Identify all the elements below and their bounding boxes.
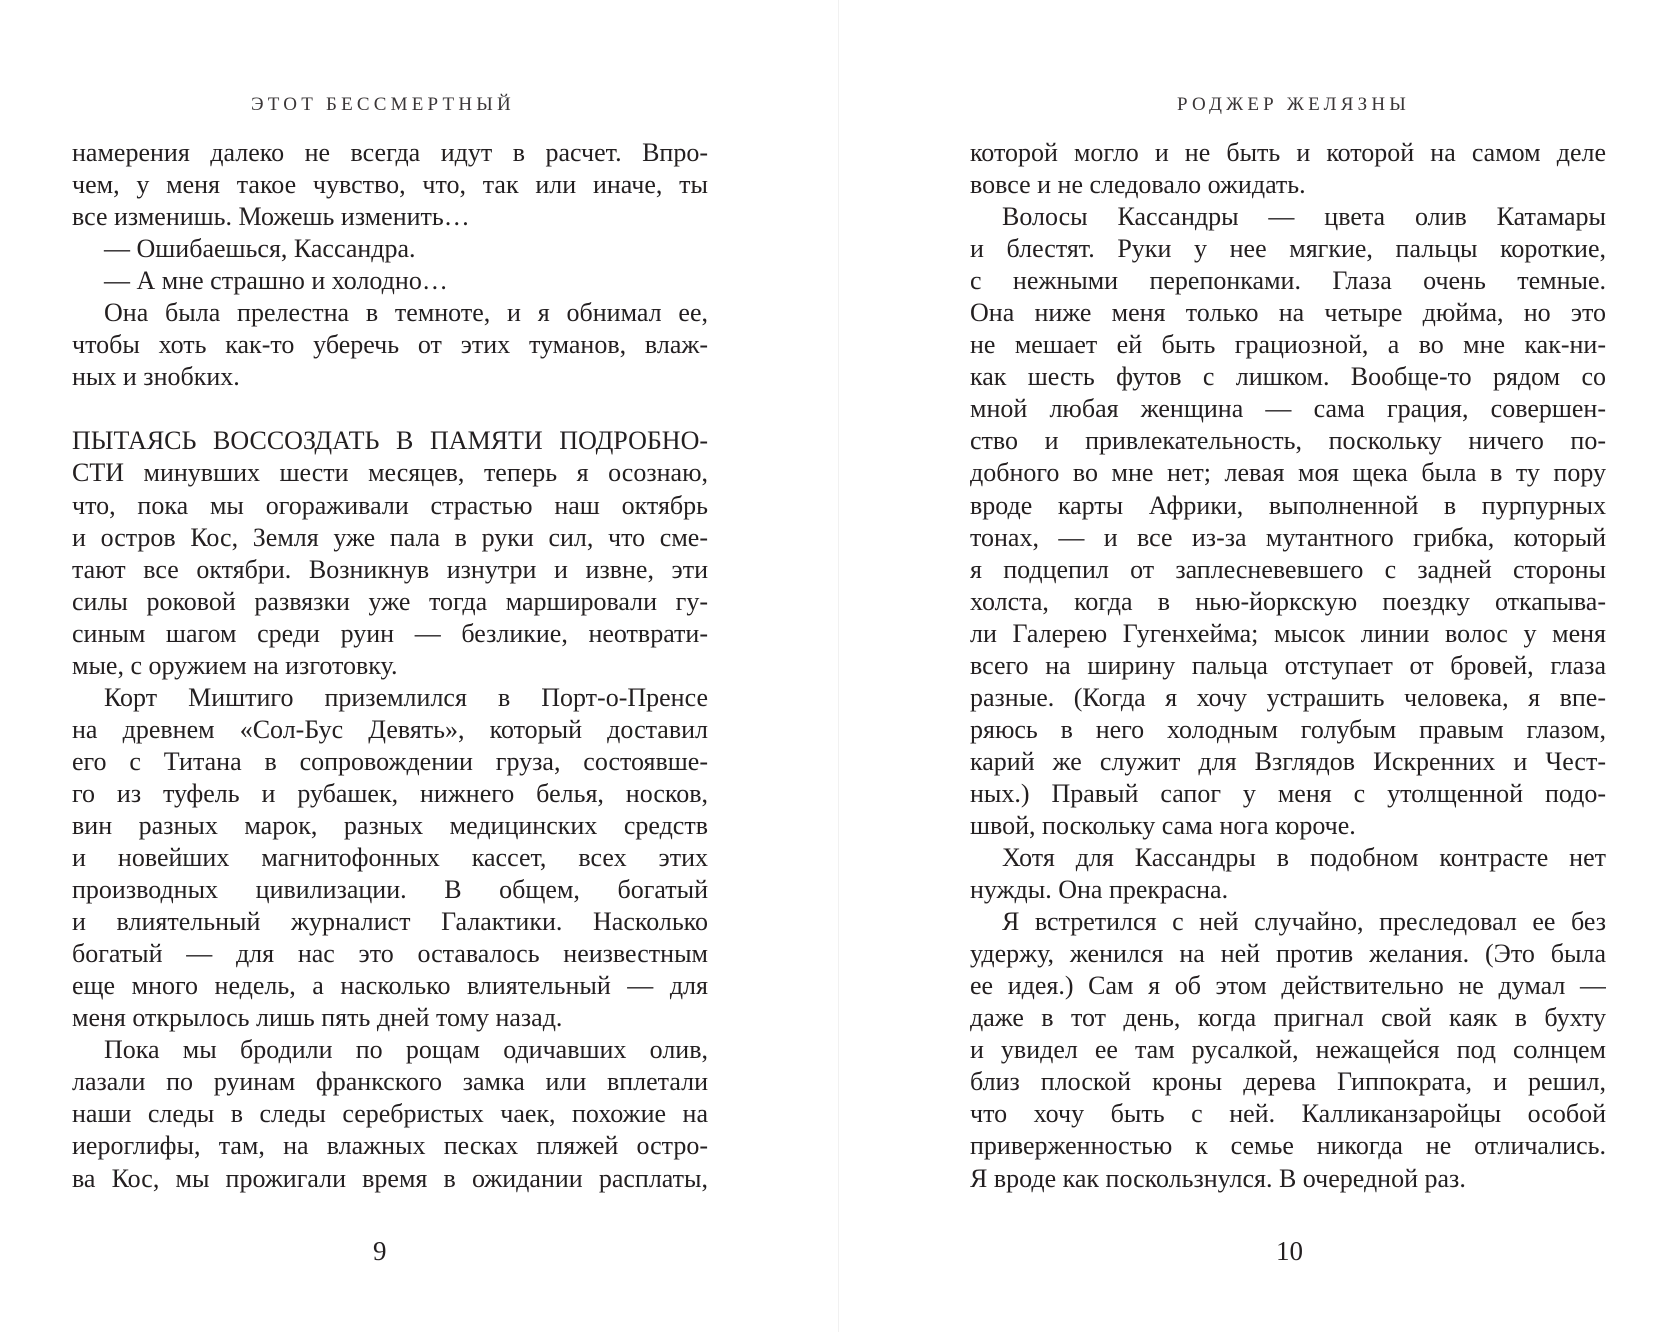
text-line: Она ниже меня только на четыре дюйма, но это — [970, 298, 1606, 328]
text-line: ряюсь в него холодным голубым правым глазом, — [970, 714, 1606, 744]
text-line: и влиятельный журналист Галактики. Насколько — [72, 907, 708, 937]
text-line: вовсе и не следовало ожидать. — [970, 170, 1306, 200]
running-head-author: РОДЖЕР ЖЕЛЯЗНЫ — [1177, 94, 1411, 115]
text-line: лазали по руинам франкского замка или вплетали — [72, 1067, 708, 1097]
text-line: чтобы хоть как-то уберечь от этих туманов, влаж- — [72, 330, 708, 360]
text-line: — А мне страшно и холодно… — [104, 266, 448, 296]
text-line: Пока мы бродили по рощам одичавших олив, — [104, 1035, 708, 1065]
text-line: наши следы в следы серебристых чаек, похожие на — [72, 1099, 708, 1129]
text-line: ее идея.) Сам я об этом действительно не думал — — [970, 971, 1606, 1001]
text-line: чем, у меня такое чувство, что, так или иначе, ты — [72, 170, 708, 200]
text-line: ПЫТАЯСЬ ВОССОЗДАТЬ В ПАМЯТИ ПОДРОБНО- — [72, 426, 708, 456]
text-line: богатый — для нас это оставалось неизвестным — [72, 939, 708, 969]
text-line: ство и привлекательность, поскольку ничего по- — [970, 426, 1606, 456]
text-line: нужды. Она прекрасна. — [970, 875, 1229, 905]
text-line: не мешает ей быть грациозной, а во мне как-ни- — [970, 330, 1606, 360]
text-line: Я вроде как поскользнулся. В очередной раз. — [970, 1163, 1466, 1193]
text-line: вин разных марок, разных медицинских средств — [72, 810, 708, 840]
text-line: Она была прелестна в темноте, и я обнимал ее, — [104, 298, 708, 328]
text-line: все изменишь. Можешь изменить… — [72, 202, 470, 232]
text-line: что, пока мы огораживали страстью наш октябрь — [72, 490, 708, 520]
text-line: тонах, — и все из-за мутантного грибка, который — [970, 522, 1606, 552]
text-line: холста, когда в нью-йоркскую поездку откапыва- — [970, 586, 1606, 616]
text-line: и увидел ее там русалкой, нежащейся под солнцем — [970, 1035, 1606, 1065]
text-line: с нежными перепонками. Глаза очень темные. — [970, 266, 1606, 296]
text-line: меня открылось лишь пять дней тому назад. — [72, 1003, 563, 1033]
text-line: мной любая женщина — сама грация, совершен- — [970, 394, 1606, 424]
text-line: удержу, женился на ней против желания. (Это была — [970, 939, 1606, 969]
text-line: на древнем «Сол-Бус Девять», который доставил — [72, 714, 708, 744]
text-line: иероглифы, там, на влажных песках пляжей остро- — [72, 1131, 708, 1161]
text-line: и остров Кос, Земля уже пала в руки сил, что сме- — [72, 522, 708, 552]
right-page — [839, 0, 1678, 1332]
text-line: добного во мне нет; левая моя щека была в ту пору — [970, 458, 1606, 488]
text-line: близ плоской кроны дерева Гиппократа, и решил, — [970, 1067, 1606, 1097]
section-break — [72, 393, 708, 425]
text-line: я подцепил от заплесневевшего с задней стороны — [970, 554, 1606, 584]
text-line: Корт Миштиго приземлился в Порт-о-Пренсе — [104, 682, 708, 712]
text-line: производных цивилизации. В общем, богатый — [72, 875, 708, 905]
text-line: ва Кос, мы прожигали время в ожидании расплаты, — [72, 1163, 708, 1193]
text-line: и блестят. Руки у нее мягкие, пальцы короткие, — [970, 234, 1606, 264]
text-line: которой могло и не быть и которой на самом деле — [970, 138, 1606, 167]
right-page-text — [970, 137, 1606, 1195]
text-line: мые, с оружием на изготовку. — [72, 650, 398, 680]
text-line: даже в тот день, когда пригнал свой каяк в бухту — [970, 1003, 1606, 1033]
text-line: приверженностью к семье никогда не отличались. — [970, 1131, 1606, 1161]
left-page — [0, 0, 838, 1332]
text-line: Волосы Кассандры — цвета олив Катамары — [1002, 202, 1606, 232]
text-line: намерения далеко не всегда идут в расчет. Впро- — [72, 138, 708, 167]
text-line: ли Галерею Гугенхейма; мысок линии волос у меня — [970, 618, 1606, 648]
text-line: его с Титана в сопровождении груза, состоявше- — [72, 746, 708, 776]
text-line: ных и знобких. — [72, 362, 240, 392]
text-line: силы роковой развязки уже тогда маршировали гу- — [72, 586, 708, 616]
page-number-left: 9 — [373, 1236, 387, 1266]
text-line: еще много недель, а насколько влиятельный — для — [72, 971, 708, 1001]
text-line: синым шагом среди руин — безликие, неотврати- — [72, 618, 708, 648]
text-line: Я встретился с ней случайно, преследовал ее без — [1002, 907, 1606, 937]
text-line: и новейших магнитофонных кассет, всех этих — [72, 843, 708, 873]
page-number-right: 10 — [1276, 1236, 1303, 1266]
text-line: как шесть футов с лишком. Вообще-то рядом со — [970, 362, 1606, 392]
text-line: ных.) Правый сапог у меня с утолщенной подо- — [970, 778, 1606, 808]
text-line: тают все октябри. Возникнув изнутри и извне, эти — [72, 554, 708, 584]
text-line: швой, поскольку сама нога короче. — [970, 810, 1356, 840]
text-line: СТИ минувших шести месяцев, теперь я осознаю, — [72, 458, 708, 488]
text-line: вроде карты Африки, выполненной в пурпурных — [970, 490, 1606, 520]
text-line: разные. (Когда я хочу устрашить человека, я впе- — [970, 682, 1606, 712]
text-line: го из туфель и рубашек, нижнего белья, носков, — [72, 778, 708, 808]
text-line: что хочу быть с ней. Калликанзаройцы особой — [970, 1099, 1606, 1129]
text-line: карий же служит для Взглядов Искренних и Чест- — [970, 746, 1606, 776]
text-line: всего на ширину пальца отступает от бровей, глаза — [970, 650, 1606, 680]
left-page-text — [72, 137, 708, 1195]
text-line: Хотя для Кассандры в подобном контрасте нет — [1002, 843, 1606, 873]
text-line: — Ошибаешься, Кассандра. — [104, 234, 416, 264]
running-head-title: ЭТОТ БЕССМЕРТНЫЙ — [251, 94, 515, 115]
